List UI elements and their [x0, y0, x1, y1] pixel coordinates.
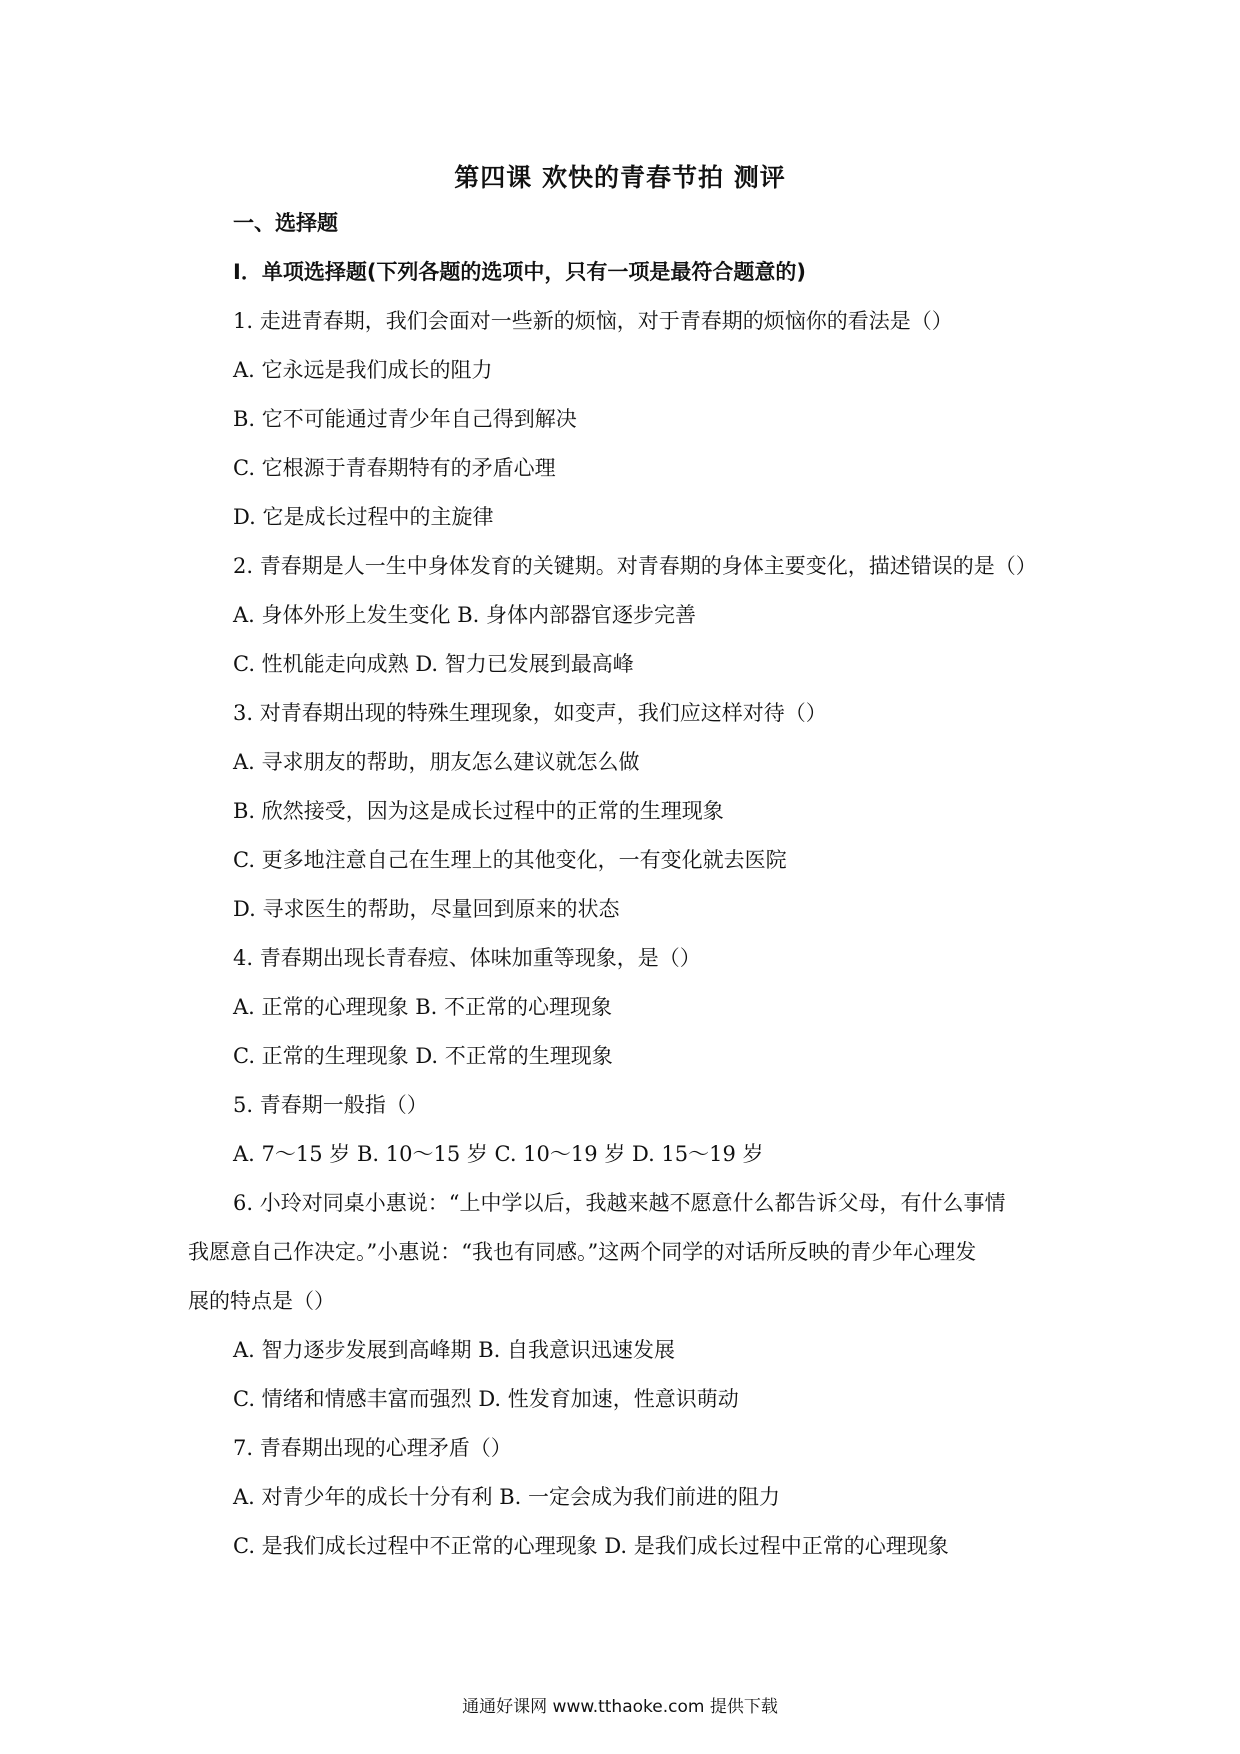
- question-1-option-c: C. 它根源于青春期特有的矛盾心理: [233, 456, 556, 480]
- question-5-stem: 5. 青春期一般指（）: [233, 1093, 428, 1117]
- page-title: 第四课 欢快的青春节拍 测评: [454, 163, 786, 192]
- question-6-stem-line-2: 我愿意自己作决定。”小惠说：“我也有同感。”这两个同学的对话所反映的青少年心理发: [188, 1240, 977, 1264]
- question-6-stem-line-1: 6. 小玲对同桌小惠说：“上中学以后，我越来越不愿意什么都告诉父母，有什么事情: [233, 1191, 1006, 1215]
- question-1-option-d: D. 它是成长过程中的主旋律: [233, 505, 494, 529]
- question-1-stem: 1. 走进青春期，我们会面对一些新的烦恼，对于青春期的烦恼你的看法是（）: [233, 309, 953, 333]
- subsection-heading: Ⅰ．单项选择题(下列各题的选项中，只有一项是最符合题意的): [233, 260, 807, 284]
- question-4-options-ab: A. 正常的心理现象 B. 不正常的心理现象: [233, 995, 612, 1019]
- question-1-option-b: B. 它不可能通过青少年自己得到解决: [233, 407, 577, 431]
- question-6-stem-line-3: 展的特点是（）: [188, 1289, 335, 1313]
- question-6-options-ab: A. 智力逐步发展到高峰期 B. 自我意识迅速发展: [233, 1338, 675, 1362]
- question-3-option-a: A. 寻求朋友的帮助，朋友怎么建议就怎么做: [233, 750, 640, 774]
- question-2-options-ab: A. 身体外形上发生变化 B. 身体内部器官逐步完善: [233, 603, 696, 627]
- question-1-option-a: A. 它永远是我们成长的阻力: [233, 358, 493, 382]
- question-3-option-d: D. 寻求医生的帮助，尽量回到原来的状态: [233, 897, 620, 921]
- question-4-options-cd: C. 正常的生理现象 D. 不正常的生理现象: [233, 1044, 613, 1068]
- question-3-option-b: B. 欣然接受，因为这是成长过程中的正常的生理现象: [233, 799, 724, 823]
- question-5-options: A. 7～15 岁 B. 10～15 岁 C. 10～19 岁 D. 15～19 岁: [233, 1142, 764, 1166]
- section-heading: 一、选择题: [233, 211, 338, 235]
- question-3-stem: 3. 对青春期出现的特殊生理现象，如变声，我们应这样对待（）: [233, 701, 827, 725]
- question-7-options-ab: A. 对青少年的成长十分有利 B. 一定会成为我们前进的阻力: [233, 1485, 780, 1509]
- question-2-options-cd: C. 性机能走向成熟 D. 智力已发展到最高峰: [233, 652, 634, 676]
- question-7-stem: 7. 青春期出现的心理矛盾（）: [233, 1436, 512, 1460]
- question-3-option-c: C. 更多地注意自己在生理上的其他变化，一有变化就去医院: [233, 848, 787, 872]
- question-4-stem: 4. 青春期出现长青春痘、体味加重等现象，是（）: [233, 946, 701, 970]
- footer-text: 通通好课网 www.tthaoke.com 提供下载: [462, 1697, 778, 1717]
- question-7-options-cd: C. 是我们成长过程中不正常的心理现象 D. 是我们成长过程中正常的心理现象: [233, 1534, 949, 1558]
- question-6-options-cd: C. 情绪和情感丰富而强烈 D. 性发育加速，性意识萌动: [233, 1387, 739, 1411]
- question-2-stem: 2. 青春期是人一生中身体发育的关键期。对青春期的身体主要变化，描述错误的是（）: [233, 554, 1037, 578]
